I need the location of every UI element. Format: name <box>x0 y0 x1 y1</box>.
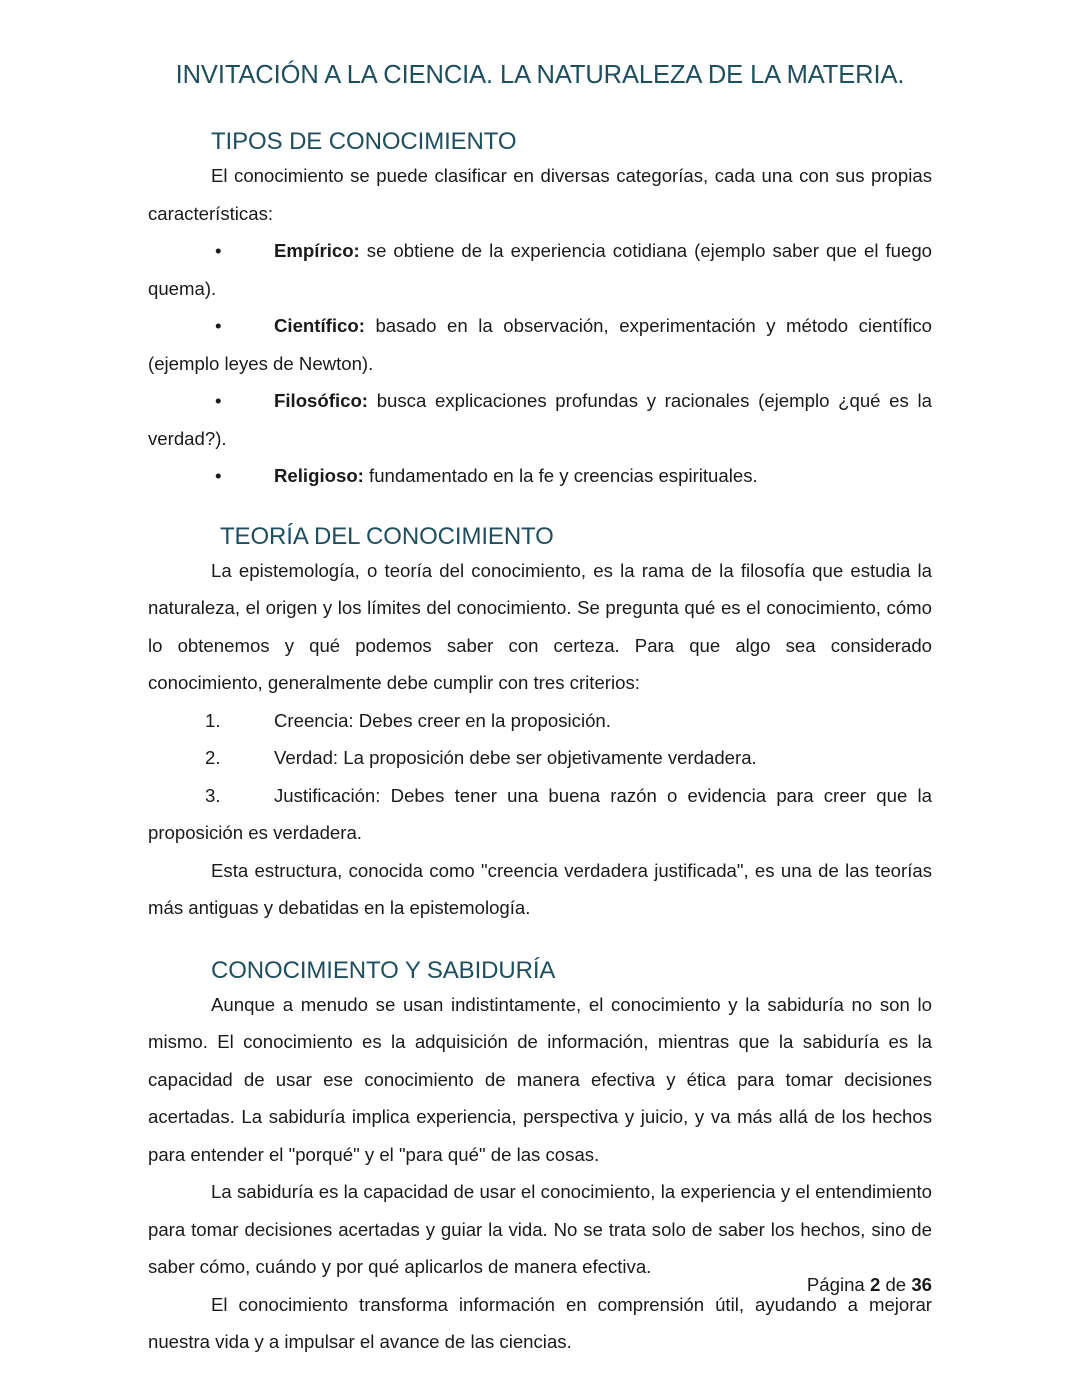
paragraph-sabiduria-1: Aunque a menudo se usan indistintamente, el conocimiento y la sabiduría no son lo mismo. El conocimiento es la adquisición de información, mientras que la sabiduría es la capacidad de usar ese conocimiento de manera efectiva y ética para tomar decisiones acertadas. La sabiduría implica experiencia, perspectiva y juicio, y va más allá de los hechos para entender el "porqué" y el "para qué" de las cosas. <box>148 993 932 1165</box>
document-title: INVITACIÓN A LA CIENCIA. LA NATURALEZA DE LA MATERIA. <box>175 61 905 89</box>
footer-current-page: 2 <box>869 1274 881 1295</box>
paragraph-teoria-1: La epistemología, o teoría del conocimiento, es la rama de la filosofía que estudia la naturaleza, el origen y los límites del conocimiento. Se pregunta qué es el conocimiento, cómo lo obtenemos y qué podemos saber con certeza. Para que algo sea considerado conocimiento, generalmente debe cumplir con tres criterios: <box>148 559 932 694</box>
section-heading-tipos: TIPOS DE CONOCIMIENTO <box>211 127 517 155</box>
list-item-text: Verdad: La proposición debe ser objetivamente verdadera. <box>274 747 757 769</box>
bullet-marker-icon: • <box>215 315 222 337</box>
list-item-term: Empírico: <box>274 240 360 262</box>
page-footer <box>148 1272 932 1298</box>
paragraph-teoria-2: Esta estructura, conocida como "creencia verdadera justificada", es una de las teorías más antiguas y debatidas en la epistemología. <box>148 859 932 919</box>
list-item <box>148 457 932 495</box>
section-heading-sabiduria: CONOCIMIENTO Y SABIDURÍA <box>211 956 556 984</box>
footer-total-pages: 36 <box>911 1274 932 1295</box>
footer-connector: de <box>885 1274 907 1295</box>
list-item <box>148 307 932 382</box>
paragraph-sabiduria-2: La sabiduría es la capacidad de usar el conocimiento, la experiencia y el entendimiento para tomar decisiones acertadas y guiar la vida. No se trata solo de saber los hechos, sino de saber cómo, cuándo y por qué aplicarlos de manera efectiva. <box>148 1181 932 1278</box>
number-marker: 3. <box>205 784 221 806</box>
bullet-marker-icon: • <box>215 465 222 487</box>
number-marker: 1. <box>205 709 221 731</box>
footer-prefix: Página <box>806 1274 865 1295</box>
list-item-text: se obtiene de la experiencia cotidiana (ejemplo saber que el fuego quema). <box>148 240 932 299</box>
list-item <box>148 739 932 777</box>
list-item <box>148 777 932 852</box>
bullet-marker-icon: • <box>215 240 222 262</box>
bullet-marker-icon: • <box>215 390 222 412</box>
list-item <box>148 382 932 457</box>
list-item-text: basado en la observación, experimentación y método científico (ejemplo leyes de Newton). <box>148 315 932 374</box>
list-item-term: Religioso: <box>274 465 364 487</box>
list-item-text: fundamentado en la fe y creencias espirituales. <box>363 465 758 487</box>
number-marker: 2. <box>205 747 221 769</box>
paragraph-sabiduria-3: El conocimiento transforma información en comprensión útil, ayudando a mejorar nuestra vida y a impulsar el avance de las ciencias. <box>148 1293 932 1353</box>
knowledge-types-list <box>148 232 932 495</box>
list-item-text: Creencia: Debes creer en la proposición. <box>274 709 611 731</box>
criteria-list <box>148 702 932 852</box>
list-item-text: Justificación: Debes tener una buena razón o evidencia para creer que la proposición es verdadera. <box>148 784 932 844</box>
list-item-term: Filosófico: <box>274 390 368 412</box>
list-item-term: Científico: <box>274 315 365 337</box>
list-item-text: busca explicaciones profundas y racionales (ejemplo ¿qué es la verdad?). <box>148 390 932 449</box>
list-item <box>148 702 932 740</box>
paragraph-tipos-intro: El conocimiento se puede clasificar en diversas categorías, cada una con sus propias características: <box>148 165 932 224</box>
section-heading-teoria: TEORÍA DEL CONOCIMIENTO <box>220 522 554 550</box>
list-item <box>148 232 932 307</box>
page-content <box>148 0 932 1361</box>
